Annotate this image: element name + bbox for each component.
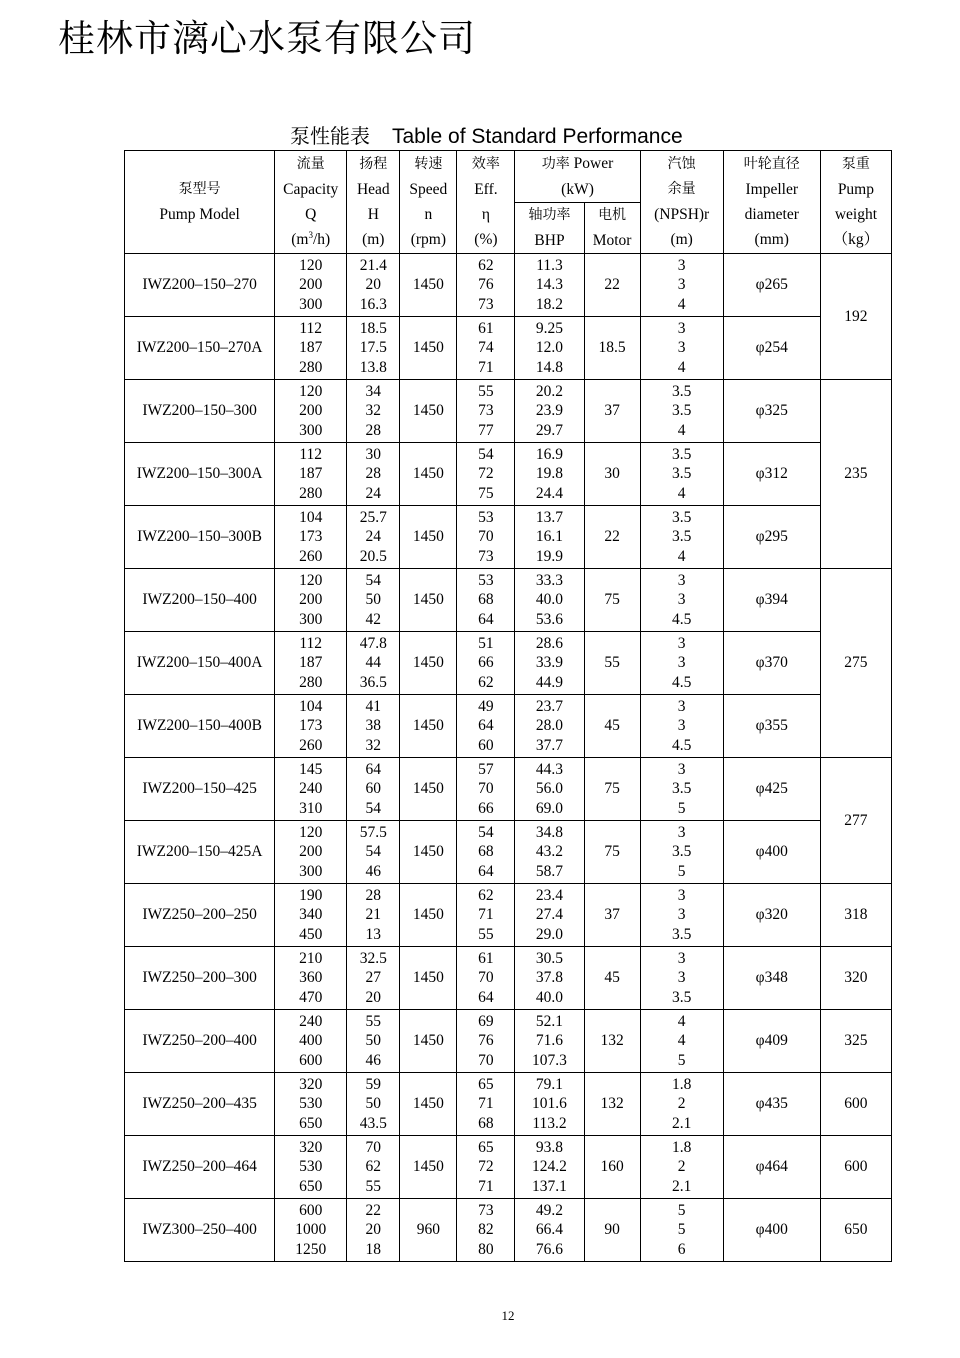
cell-impeller: φ355	[723, 695, 820, 758]
cell-efficiency: 62 76 73	[457, 254, 515, 317]
cell-weight: 320	[820, 947, 891, 1010]
header-impeller: 叶轮直径 Impeller diameter (mm)	[723, 151, 820, 254]
cell-impeller: φ394	[723, 569, 820, 632]
cell-efficiency: 65 72 71	[457, 1136, 515, 1199]
cell-efficiency: 73 82 80	[457, 1199, 515, 1262]
cell-speed: 1450	[400, 443, 457, 506]
cell-speed: 1450	[400, 632, 457, 695]
cell-bhp: 49.2 66.4 76.6	[515, 1199, 584, 1262]
cell-weight: 192	[820, 254, 891, 380]
cell-bhp: 93.8 124.2 137.1	[515, 1136, 584, 1199]
page-number: 12	[501, 1308, 515, 1323]
cell-head: 41 38 32	[347, 695, 400, 758]
cell-capacity: 600 1000 1250	[275, 1199, 347, 1262]
cell-head: 28 21 13	[347, 884, 400, 947]
cell-impeller: φ435	[723, 1073, 820, 1136]
header-power: 功率 Power (kW)	[515, 151, 640, 203]
cell-npsh: 3 3 4	[640, 254, 723, 317]
cell-efficiency: 62 71 55	[457, 884, 515, 947]
header-head: 扬程 Head H (m)	[347, 151, 400, 254]
performance-table	[124, 150, 892, 1262]
cell-speed: 1450	[400, 884, 457, 947]
cell-npsh: 3 3.5 5	[640, 758, 723, 821]
cell-head: 34 32 28	[347, 380, 400, 443]
cell-npsh: 1.8 2 2.1	[640, 1136, 723, 1199]
cell-weight: 325	[820, 1010, 891, 1073]
table-body	[125, 254, 892, 1262]
cell-model: IWZ300–250–400	[125, 1199, 275, 1262]
cell-efficiency: 51 66 62	[457, 632, 515, 695]
cell-npsh: 3 3.5 5	[640, 821, 723, 884]
cell-model: IWZ200–150–300	[125, 380, 275, 443]
cell-motor: 22	[584, 506, 640, 569]
table-row	[125, 695, 892, 758]
header-weight: 泵重 Pump weight （kg）	[820, 151, 891, 254]
cell-model: IWZ250–200–250	[125, 884, 275, 947]
cell-efficiency: 49 64 60	[457, 695, 515, 758]
cell-capacity: 240 400 600	[275, 1010, 347, 1073]
cell-capacity: 112 187 280	[275, 632, 347, 695]
cell-model: IWZ200–150–300A	[125, 443, 275, 506]
cell-head: 57.5 54 46	[347, 821, 400, 884]
cell-efficiency: 55 73 77	[457, 380, 515, 443]
cell-bhp: 11.3 14.3 18.2	[515, 254, 584, 317]
cell-impeller: φ400	[723, 821, 820, 884]
cell-efficiency: 69 76 70	[457, 1010, 515, 1073]
cell-head: 64 60 54	[347, 758, 400, 821]
cell-head: 22 20 18	[347, 1199, 400, 1262]
cell-head: 25.7 24 20.5	[347, 506, 400, 569]
cell-head: 55 50 46	[347, 1010, 400, 1073]
cell-motor: 37	[584, 380, 640, 443]
cell-efficiency: 65 71 68	[457, 1073, 515, 1136]
cell-model: IWZ200–150–400B	[125, 695, 275, 758]
cell-weight: 600	[820, 1136, 891, 1199]
table-title-cn: 泵性能表	[290, 124, 370, 148]
cell-weight: 650	[820, 1199, 891, 1262]
cell-npsh: 3 3 3.5	[640, 947, 723, 1010]
cell-npsh: 3 3 4.5	[640, 632, 723, 695]
cell-impeller: φ425	[723, 758, 820, 821]
cell-npsh: 3 3 4.5	[640, 695, 723, 758]
table-row	[125, 947, 892, 1010]
cell-efficiency: 61 74 71	[457, 317, 515, 380]
cell-bhp: 16.9 19.8 24.4	[515, 443, 584, 506]
cell-motor: 75	[584, 821, 640, 884]
cell-speed: 1450	[400, 947, 457, 1010]
table-row	[125, 254, 892, 317]
cell-weight: 277	[820, 758, 891, 884]
cell-motor: 30	[584, 443, 640, 506]
cell-efficiency: 53 70 73	[457, 506, 515, 569]
cell-capacity: 104 173 260	[275, 506, 347, 569]
table-row	[125, 884, 892, 947]
cell-speed: 1450	[400, 569, 457, 632]
table-row	[125, 1010, 892, 1073]
cell-bhp: 30.5 37.8 40.0	[515, 947, 584, 1010]
cell-motor: 160	[584, 1136, 640, 1199]
table-row	[125, 569, 892, 632]
cell-npsh: 5 5 6	[640, 1199, 723, 1262]
table-row	[125, 758, 892, 821]
cell-model: IWZ200–150–400	[125, 569, 275, 632]
table-row	[125, 1136, 892, 1199]
cell-motor: 132	[584, 1073, 640, 1136]
table-row	[125, 632, 892, 695]
company-name: 桂林市漓心水泵有限公司	[58, 17, 476, 60]
cell-head: 32.5 27 20	[347, 947, 400, 1010]
cell-model: IWZ200–150–270A	[125, 317, 275, 380]
table-row	[125, 821, 892, 884]
cell-model: IWZ200–150–425A	[125, 821, 275, 884]
cell-impeller: φ325	[723, 380, 820, 443]
cell-head: 21.4 20 16.3	[347, 254, 400, 317]
table-title	[290, 120, 683, 149]
cell-motor: 90	[584, 1199, 640, 1262]
cell-npsh: 3 3 4.5	[640, 569, 723, 632]
table-row	[125, 443, 892, 506]
table-row	[125, 1199, 892, 1262]
cell-capacity: 120 200 300	[275, 254, 347, 317]
cell-motor: 45	[584, 695, 640, 758]
cell-impeller: φ295	[723, 506, 820, 569]
cell-npsh: 3 3 4	[640, 317, 723, 380]
table-row	[125, 317, 892, 380]
cell-bhp: 9.25 12.0 14.8	[515, 317, 584, 380]
cell-efficiency: 57 70 66	[457, 758, 515, 821]
cell-efficiency: 54 68 64	[457, 821, 515, 884]
cell-capacity: 104 173 260	[275, 695, 347, 758]
cell-head: 70 62 55	[347, 1136, 400, 1199]
header-capacity: 流量 Capacity Q $(m^3/h)$	[275, 151, 347, 254]
header-motor: 电机 Motor	[584, 203, 640, 254]
cell-model: IWZ250–200–300	[125, 947, 275, 1010]
cell-speed: 1450	[400, 821, 457, 884]
cell-impeller: φ320	[723, 884, 820, 947]
cell-model: IWZ200–150–300B	[125, 506, 275, 569]
cell-npsh: 4 4 5	[640, 1010, 723, 1073]
cell-bhp: 28.6 33.9 44.9	[515, 632, 584, 695]
cell-bhp: 52.1 71.6 107.3	[515, 1010, 584, 1073]
cell-npsh: 3.5 3.5 4	[640, 443, 723, 506]
table-header	[125, 151, 892, 254]
table-row	[125, 506, 892, 569]
cell-motor: 18.5	[584, 317, 640, 380]
cell-weight: 600	[820, 1073, 891, 1136]
cell-capacity: 112 187 280	[275, 443, 347, 506]
cell-motor: 75	[584, 758, 640, 821]
cell-capacity: 112 187 280	[275, 317, 347, 380]
cell-weight: 275	[820, 569, 891, 758]
cell-speed: 1450	[400, 695, 457, 758]
cell-motor: 132	[584, 1010, 640, 1073]
cell-npsh: 3.5 3.5 4	[640, 506, 723, 569]
cell-model: IWZ200–150–400A	[125, 632, 275, 695]
table-title-en: Table of Standard Performance	[392, 125, 683, 148]
cell-model: IWZ250–200–464	[125, 1136, 275, 1199]
cell-motor: 22	[584, 254, 640, 317]
table-row	[125, 1073, 892, 1136]
header-npsh: 汽蚀 余量 (NPSH)r (m)	[640, 151, 723, 254]
cell-capacity: 120 200 300	[275, 821, 347, 884]
cell-model: IWZ250–200–435	[125, 1073, 275, 1136]
cell-impeller: φ464	[723, 1136, 820, 1199]
cell-efficiency: 54 72 75	[457, 443, 515, 506]
cell-bhp: 44.3 56.0 69.0	[515, 758, 584, 821]
header-efficiency: 效率 Eff. η (%)	[457, 151, 515, 254]
cell-head: 30 28 24	[347, 443, 400, 506]
cell-head: 59 50 43.5	[347, 1073, 400, 1136]
cell-bhp: 23.7 28.0 37.7	[515, 695, 584, 758]
cell-npsh: 3.5 3.5 4	[640, 380, 723, 443]
cell-speed: 1450	[400, 1073, 457, 1136]
cell-motor: 75	[584, 569, 640, 632]
cell-bhp: 23.4 27.4 29.0	[515, 884, 584, 947]
cell-speed: 1450	[400, 1136, 457, 1199]
cell-capacity: 120 200 300	[275, 380, 347, 443]
cell-impeller: φ348	[723, 947, 820, 1010]
cell-impeller: φ312	[723, 443, 820, 506]
cell-capacity: 210 360 470	[275, 947, 347, 1010]
cell-bhp: 34.8 43.2 58.7	[515, 821, 584, 884]
cell-head: 18.5 17.5 13.8	[347, 317, 400, 380]
cell-impeller: φ400	[723, 1199, 820, 1262]
header-speed: 转速 Speed n (rpm)	[400, 151, 457, 254]
cell-capacity: 320 530 650	[275, 1136, 347, 1199]
cell-impeller: φ370	[723, 632, 820, 695]
cell-bhp: 33.3 40.0 53.6	[515, 569, 584, 632]
cell-efficiency: 53 68 64	[457, 569, 515, 632]
cell-npsh: 3 3 3.5	[640, 884, 723, 947]
cell-capacity: 120 200 300	[275, 569, 347, 632]
cell-weight: 318	[820, 884, 891, 947]
cell-motor: 45	[584, 947, 640, 1010]
cell-motor: 37	[584, 884, 640, 947]
cell-capacity: 320 530 650	[275, 1073, 347, 1136]
cell-capacity: 190 340 450	[275, 884, 347, 947]
cell-bhp: 13.7 16.1 19.9	[515, 506, 584, 569]
cell-speed: 960	[400, 1199, 457, 1262]
cell-speed: 1450	[400, 254, 457, 317]
cell-speed: 1450	[400, 758, 457, 821]
cell-speed: 1450	[400, 1010, 457, 1073]
header-bhp: 轴功率 BHP	[515, 203, 584, 254]
cell-weight: 235	[820, 380, 891, 569]
cell-head: 47.8 44 36.5	[347, 632, 400, 695]
cell-model: IWZ250–200–400	[125, 1010, 275, 1073]
cell-speed: 1450	[400, 380, 457, 443]
cell-npsh: 1.8 2 2.1	[640, 1073, 723, 1136]
cell-impeller: φ254	[723, 317, 820, 380]
cell-bhp: 79.1 101.6 113.2	[515, 1073, 584, 1136]
cell-speed: 1450	[400, 317, 457, 380]
cell-motor: 55	[584, 632, 640, 695]
cell-speed: 1450	[400, 506, 457, 569]
cell-efficiency: 61 70 64	[457, 947, 515, 1010]
cell-impeller: φ265	[723, 254, 820, 317]
cell-bhp: 20.2 23.9 29.7	[515, 380, 584, 443]
cell-impeller: φ409	[723, 1010, 820, 1073]
cell-model: IWZ200–150–425	[125, 758, 275, 821]
header-model: 泵型号 Pump Model	[125, 151, 275, 254]
cell-head: 54 50 42	[347, 569, 400, 632]
table-row	[125, 380, 892, 443]
cell-capacity: 145 240 310	[275, 758, 347, 821]
cell-model: IWZ200–150–270	[125, 254, 275, 317]
